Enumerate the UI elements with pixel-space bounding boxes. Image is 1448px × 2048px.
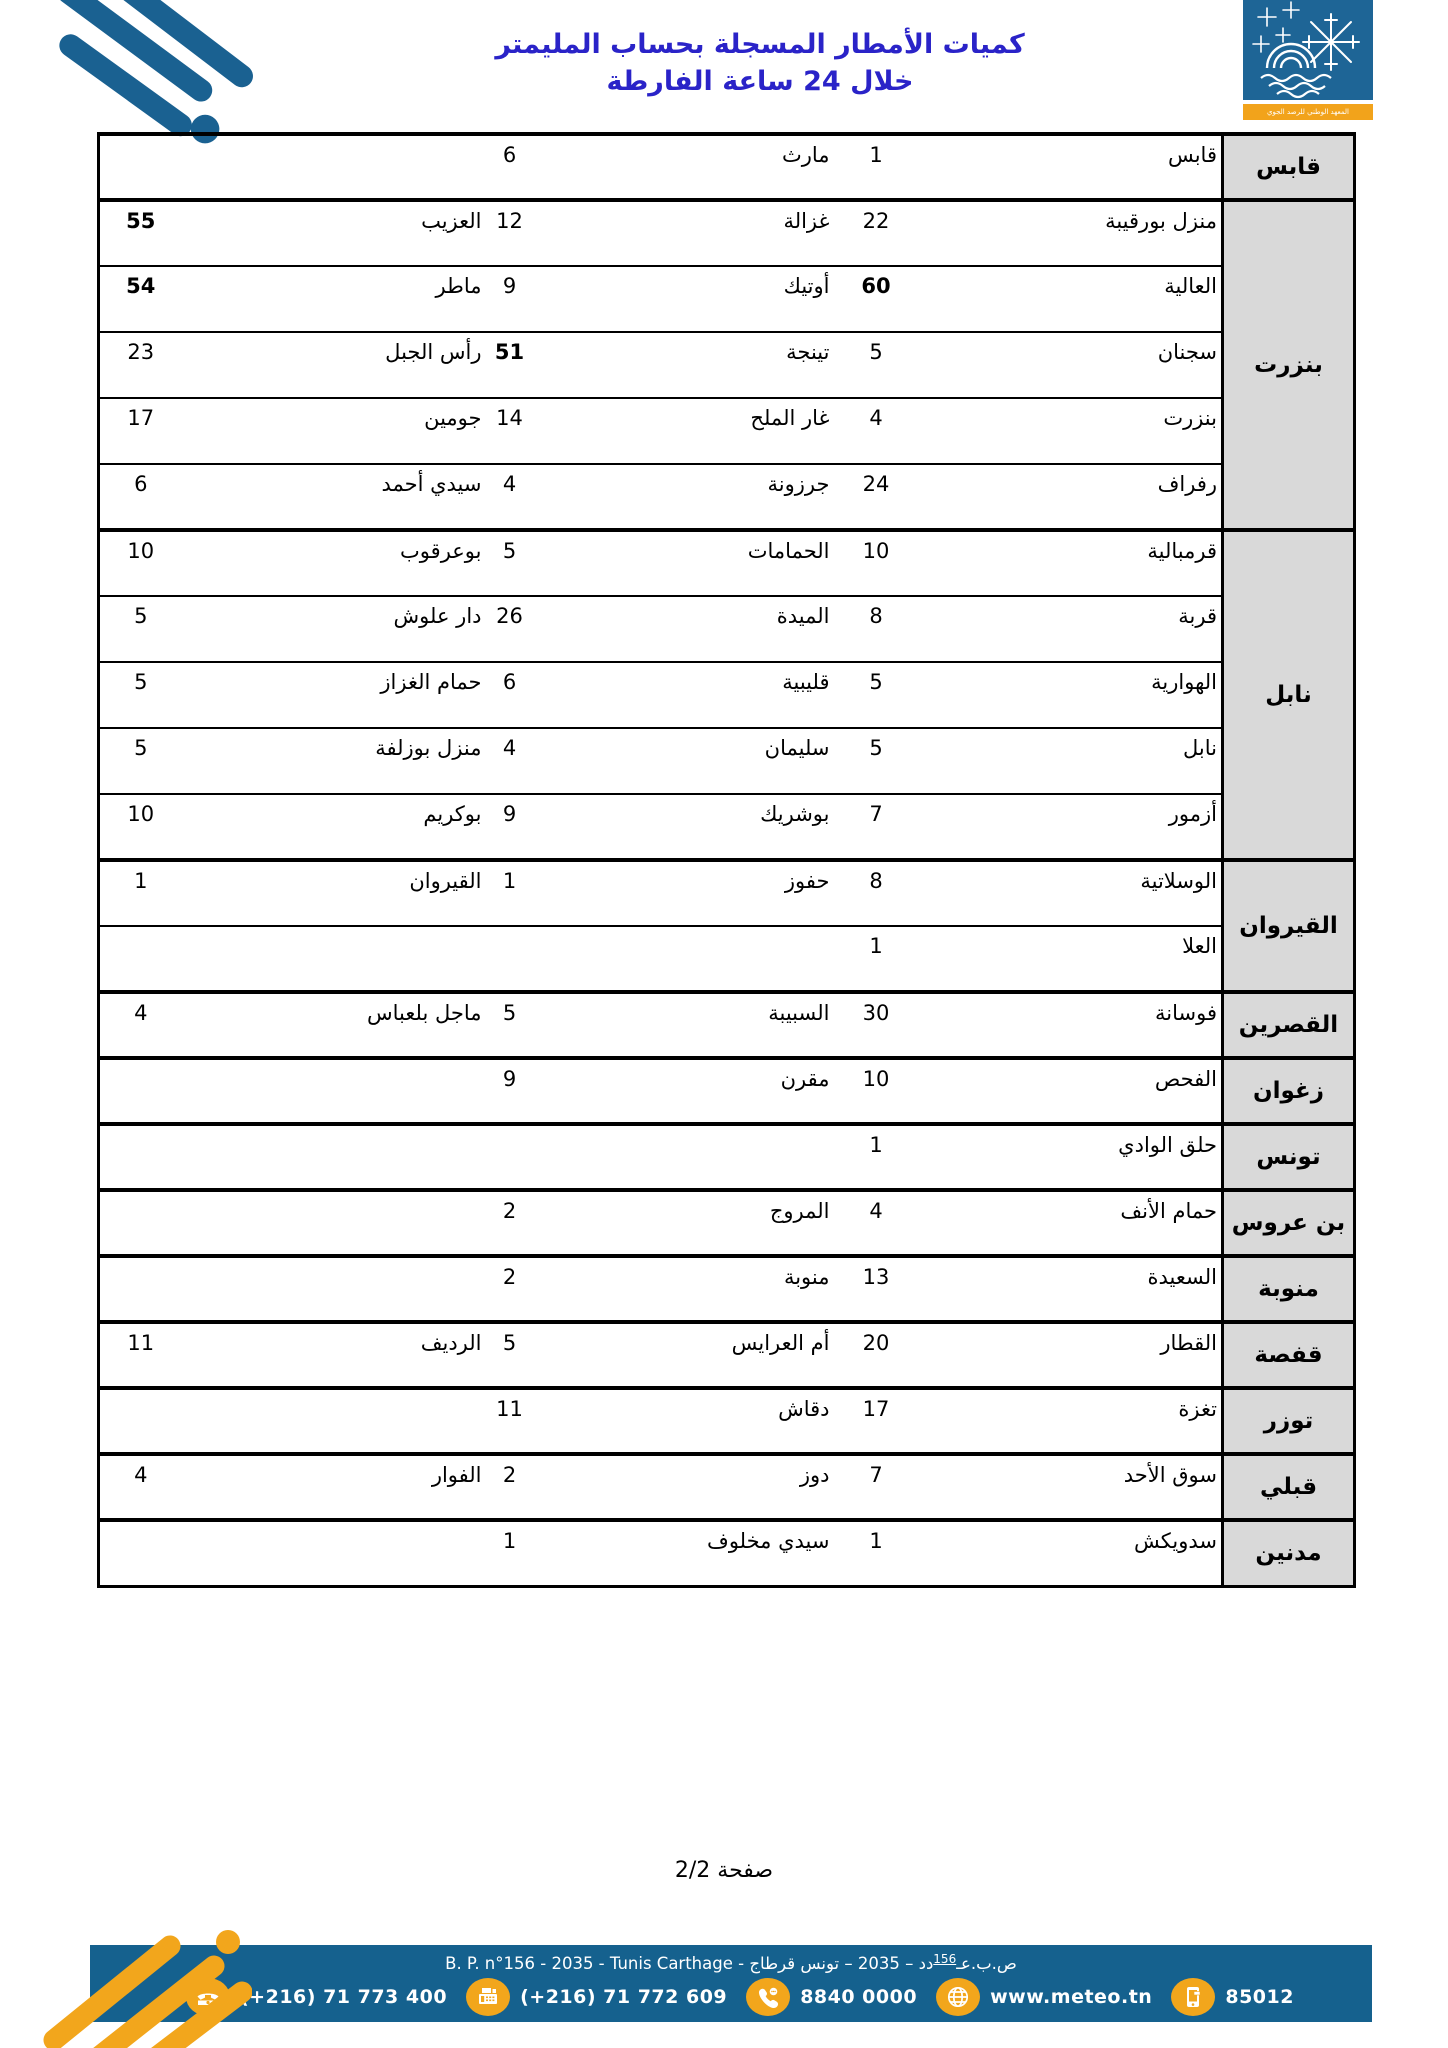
station-cell xyxy=(182,1256,486,1322)
table-row xyxy=(99,530,1355,596)
value-cell: 11 xyxy=(486,1388,534,1454)
table-row xyxy=(99,332,1355,398)
value-cell: 1 xyxy=(834,926,919,992)
station-cell xyxy=(534,1124,834,1190)
contact-text: 8840 0000 xyxy=(800,1986,918,2008)
value-cell: 10 xyxy=(99,794,182,860)
value-cell: 51 xyxy=(486,332,534,398)
region-cell: منوبة xyxy=(1223,1256,1355,1322)
station-cell: الفحص xyxy=(919,1058,1223,1124)
station-cell xyxy=(182,1058,486,1124)
station-cell: الميدة xyxy=(534,596,834,662)
station-cell: القطار xyxy=(919,1322,1223,1388)
station-cell: الوسلاتية xyxy=(919,860,1223,926)
handset-icon xyxy=(746,1978,790,2016)
station-cell xyxy=(182,1190,486,1256)
value-cell: 10 xyxy=(834,530,919,596)
value-cell: 6 xyxy=(486,134,534,200)
value-cell: 60 xyxy=(834,266,919,332)
station-cell: سجنان xyxy=(919,332,1223,398)
value-cell: 5 xyxy=(99,662,182,728)
value-cell: 4 xyxy=(834,1190,919,1256)
station-cell: سدويكش xyxy=(919,1520,1223,1586)
region-cell: نابل xyxy=(1223,530,1355,860)
station-cell: دار علوش xyxy=(182,596,486,662)
value-cell xyxy=(99,926,182,992)
region-cell: القيروان xyxy=(1223,860,1355,992)
station-cell: بوكريم xyxy=(182,794,486,860)
station-cell xyxy=(534,926,834,992)
table-row xyxy=(99,1388,1355,1454)
address-latin: B. P. n°156 - 2035 - Tunis Carthage - xyxy=(445,1954,750,1973)
page-title-line2: خلال 24 ساعة الفارطة xyxy=(606,66,914,97)
value-cell: 5 xyxy=(834,332,919,398)
rain-table-body xyxy=(99,134,1355,1586)
value-cell: 1 xyxy=(486,860,534,926)
table-row xyxy=(99,200,1355,266)
contact-item xyxy=(746,1978,917,2016)
station-cell: سوق الأحد xyxy=(919,1454,1223,1520)
table-row xyxy=(99,926,1355,992)
station-cell: نابل xyxy=(919,728,1223,794)
table-row xyxy=(99,1124,1355,1190)
footer-contacts xyxy=(90,1973,1372,2016)
value-cell: 4 xyxy=(486,728,534,794)
globe-icon xyxy=(936,1978,980,2016)
region-cell: قفصة xyxy=(1223,1322,1355,1388)
station-cell: جرزونة xyxy=(534,464,834,530)
region-cell: قابس xyxy=(1223,134,1355,200)
inm-logo xyxy=(1243,0,1373,120)
value-cell: 17 xyxy=(99,398,182,464)
table-row xyxy=(99,1454,1355,1520)
value-cell: 5 xyxy=(486,1322,534,1388)
value-cell: 5 xyxy=(486,530,534,596)
table-row xyxy=(99,794,1355,860)
table-row xyxy=(99,464,1355,530)
big-snow-star-icon xyxy=(1303,14,1359,70)
page-number: صفحة 2/2 xyxy=(674,1858,774,1883)
station-cell: حفوز xyxy=(534,860,834,926)
station-cell: تينجة xyxy=(534,332,834,398)
value-cell: 2 xyxy=(486,1190,534,1256)
value-cell: 6 xyxy=(99,464,182,530)
value-cell: 4 xyxy=(99,1454,182,1520)
value-cell: 5 xyxy=(99,596,182,662)
station-cell: أوتيك xyxy=(534,266,834,332)
value-cell xyxy=(99,1256,182,1322)
station-cell: حلق الوادي xyxy=(919,1124,1223,1190)
value-cell xyxy=(99,1058,182,1124)
station-cell: غار الملح xyxy=(534,398,834,464)
contact-text: 85012 xyxy=(1225,1986,1294,2008)
value-cell: 10 xyxy=(834,1058,919,1124)
station-cell: بوعرقوب xyxy=(182,530,486,596)
footer-address xyxy=(90,1952,1372,1973)
value-cell: 9 xyxy=(486,794,534,860)
table-row xyxy=(99,860,1355,926)
region-cell: تونس xyxy=(1223,1124,1355,1190)
station-cell: دقاش xyxy=(534,1388,834,1454)
station-cell: العزيب xyxy=(182,200,486,266)
value-cell: 6 xyxy=(486,662,534,728)
station-cell xyxy=(182,1388,486,1454)
footer-bar xyxy=(90,1945,1372,2022)
station-cell xyxy=(182,134,486,200)
value-cell: 5 xyxy=(99,728,182,794)
station-cell: المروج xyxy=(534,1190,834,1256)
station-cell: حمام الغزاز xyxy=(182,662,486,728)
value-cell: 4 xyxy=(99,992,182,1058)
region-cell: زغوان xyxy=(1223,1058,1355,1124)
value-cell xyxy=(486,926,534,992)
contact-text: (+216) 71 773 400 xyxy=(240,1986,448,2008)
value-cell: 20 xyxy=(834,1322,919,1388)
station-cell: ماجل بلعباس xyxy=(182,992,486,1058)
station-cell: حمام الأنف xyxy=(919,1190,1223,1256)
address-arabic: ص.ب.عـ$^{156}$دد – 2035 – تونس قرطاج xyxy=(749,1952,1017,1973)
station-cell: بنزرت xyxy=(919,398,1223,464)
value-cell: 1 xyxy=(99,860,182,926)
station-cell: رأس الجبل xyxy=(182,332,486,398)
value-cell: 7 xyxy=(834,1454,919,1520)
station-cell: قرمبالية xyxy=(919,530,1223,596)
table-row xyxy=(99,1190,1355,1256)
table-row xyxy=(99,992,1355,1058)
value-cell: 10 xyxy=(99,530,182,596)
station-cell xyxy=(182,926,486,992)
contact-item xyxy=(466,1978,727,2016)
value-cell xyxy=(99,134,182,200)
value-cell: 30 xyxy=(834,992,919,1058)
value-cell: 54 xyxy=(99,266,182,332)
station-cell: الحمامات xyxy=(534,530,834,596)
station-cell: الرديف xyxy=(182,1322,486,1388)
value-cell: 8 xyxy=(834,596,919,662)
page-title xyxy=(70,26,1448,100)
rainfall-table xyxy=(97,132,1356,1588)
value-cell xyxy=(486,1124,534,1190)
station-cell: أم العرايس xyxy=(534,1322,834,1388)
station-cell: السعيدة xyxy=(919,1256,1223,1322)
station-cell: منوبة xyxy=(534,1256,834,1322)
table-row xyxy=(99,662,1355,728)
value-cell: 1 xyxy=(486,1520,534,1586)
station-cell: رفراف xyxy=(919,464,1223,530)
value-cell: 2 xyxy=(486,1256,534,1322)
station-cell xyxy=(182,1520,486,1586)
region-cell: القصرين xyxy=(1223,992,1355,1058)
table-row xyxy=(99,1256,1355,1322)
table-row xyxy=(99,728,1355,794)
inm-logo-emblem xyxy=(1243,0,1373,100)
inm-logo-caption: المعهد الوطني للرصد الجوي xyxy=(1243,104,1373,120)
value-cell: 13 xyxy=(834,1256,919,1322)
value-cell: 9 xyxy=(486,266,534,332)
value-cell: 23 xyxy=(99,332,182,398)
footer-logo-dot xyxy=(216,1930,240,1954)
station-cell: دوز xyxy=(534,1454,834,1520)
value-cell: 55 xyxy=(99,200,182,266)
station-cell xyxy=(182,1124,486,1190)
station-cell: سليمان xyxy=(534,728,834,794)
station-cell: سيدي مخلوف xyxy=(534,1520,834,1586)
value-cell: 12 xyxy=(486,200,534,266)
value-cell: 14 xyxy=(486,398,534,464)
table-row xyxy=(99,596,1355,662)
value-cell: 1 xyxy=(834,134,919,200)
station-cell: السبيبة xyxy=(534,992,834,1058)
table-row xyxy=(99,398,1355,464)
contact-text: www.meteo.tn xyxy=(990,1986,1153,2008)
station-cell: غزالة xyxy=(534,200,834,266)
region-cell: مدنين xyxy=(1223,1520,1355,1586)
value-cell: 22 xyxy=(834,200,919,266)
station-cell: بوشريك xyxy=(534,794,834,860)
station-cell: سيدي أحمد xyxy=(182,464,486,530)
station-cell: قابس xyxy=(919,134,1223,200)
station-cell: العلا xyxy=(919,926,1223,992)
region-cell: بنزرت xyxy=(1223,200,1355,530)
value-cell: 1 xyxy=(834,1520,919,1586)
table-row xyxy=(99,266,1355,332)
contact-item xyxy=(1171,1978,1294,2016)
table-row xyxy=(99,1322,1355,1388)
station-cell: فوسانة xyxy=(919,992,1223,1058)
station-cell: القيروان xyxy=(182,860,486,926)
value-cell: 8 xyxy=(834,860,919,926)
station-cell: مقرن xyxy=(534,1058,834,1124)
region-cell: توزر xyxy=(1223,1388,1355,1454)
value-cell: 17 xyxy=(834,1388,919,1454)
station-cell: منزل بوزلفة xyxy=(182,728,486,794)
region-cell: قبلي xyxy=(1223,1454,1355,1520)
value-cell: 24 xyxy=(834,464,919,530)
footer-stripes-logo xyxy=(42,1880,252,2048)
table-row xyxy=(99,1058,1355,1124)
address-po-box-number: 156 xyxy=(933,1952,957,1966)
page-title-line1: كميات الأمطار المسجلة بحساب المليمتر xyxy=(495,29,1025,60)
region-cell: بن عروس xyxy=(1223,1190,1355,1256)
station-cell: منزل بورقيبة xyxy=(919,200,1223,266)
value-cell: 11 xyxy=(99,1322,182,1388)
value-cell xyxy=(99,1124,182,1190)
value-cell: 4 xyxy=(834,398,919,464)
value-cell: 2 xyxy=(486,1454,534,1520)
value-cell: 9 xyxy=(486,1058,534,1124)
station-cell: جومين xyxy=(182,398,486,464)
table-row xyxy=(99,1520,1355,1586)
value-cell xyxy=(99,1190,182,1256)
station-cell: أزمور xyxy=(919,794,1223,860)
contact-text: (+216) 71 772 609 xyxy=(520,1986,728,2008)
contact-item xyxy=(936,1978,1152,2016)
station-cell: العالية xyxy=(919,266,1223,332)
station-cell: تغزة xyxy=(919,1388,1223,1454)
station-cell: قربة xyxy=(919,596,1223,662)
value-cell xyxy=(99,1388,182,1454)
table-row xyxy=(99,134,1355,200)
fax-icon xyxy=(466,1978,510,2016)
station-cell: قليبية xyxy=(534,662,834,728)
value-cell: 5 xyxy=(834,662,919,728)
value-cell: 4 xyxy=(486,464,534,530)
value-cell: 1 xyxy=(834,1124,919,1190)
station-cell: الفوار xyxy=(182,1454,486,1520)
value-cell: 5 xyxy=(834,728,919,794)
value-cell: 26 xyxy=(486,596,534,662)
mobile-icon xyxy=(1171,1978,1215,2016)
station-cell: ماطر xyxy=(182,266,486,332)
value-cell xyxy=(99,1520,182,1586)
station-cell: الهوارية xyxy=(919,662,1223,728)
station-cell: مارث xyxy=(534,134,834,200)
value-cell: 5 xyxy=(486,992,534,1058)
value-cell: 7 xyxy=(834,794,919,860)
